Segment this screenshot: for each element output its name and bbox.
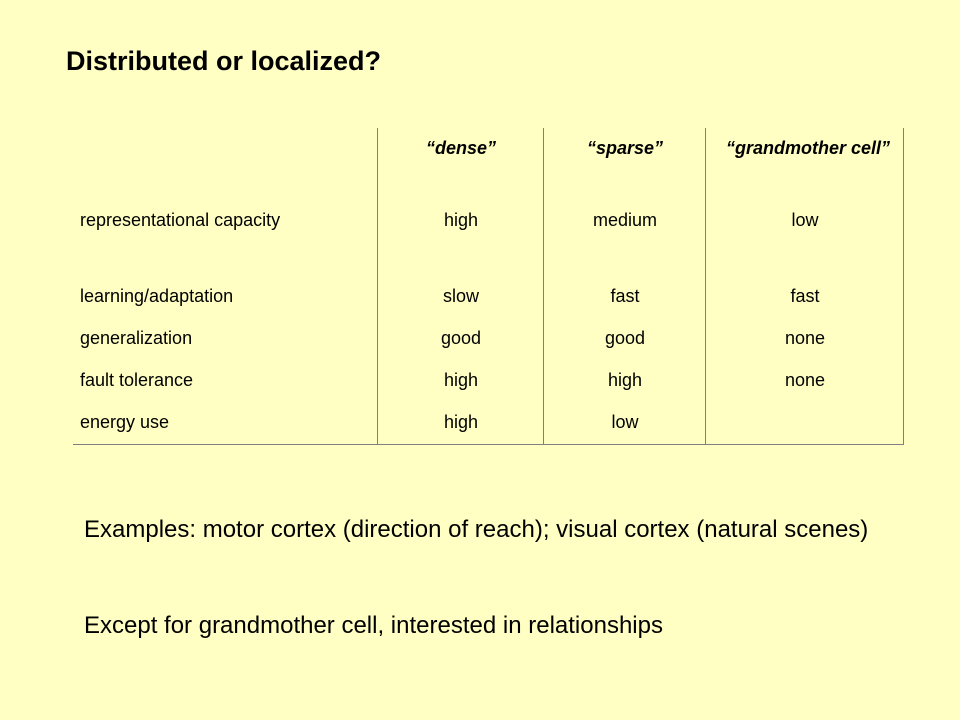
table-cell: none [784,370,826,390]
table-cell: good [604,328,646,348]
examples-paragraph: Examples: motor cortex (direction of reach); visual cortex (natural scenes) [84,516,869,543]
table-cell: high [443,210,479,230]
table-row-label: energy use [80,412,170,432]
table-cell: medium [592,210,658,230]
table-row-label: generalization [80,328,193,348]
table-cell: high [443,370,479,390]
table-cell: none [784,328,826,348]
table-cell: high [607,370,643,390]
table-cell: fast [790,286,820,306]
slide-title: Distributed or localized? [66,46,382,76]
table-header-grandmother-cell: “grandmother cell” [725,138,891,158]
table-bottom-border [73,444,904,445]
table-cell: low [791,210,819,230]
table-row-label: fault tolerance [80,370,194,390]
table-row-label: learning/adaptation [80,286,234,306]
table-cell: slow [442,286,479,306]
table-cell: low [611,412,639,432]
table-header-dense: “dense” [425,138,497,158]
relationships-paragraph: Except for grandmother cell, interested in relationships [84,612,663,639]
table-header-sparse: “sparse” [586,138,664,158]
table-cell: high [443,412,479,432]
table-row-label: representational capacity [80,210,281,230]
table-cell: good [440,328,482,348]
table-cell: fast [610,286,640,306]
